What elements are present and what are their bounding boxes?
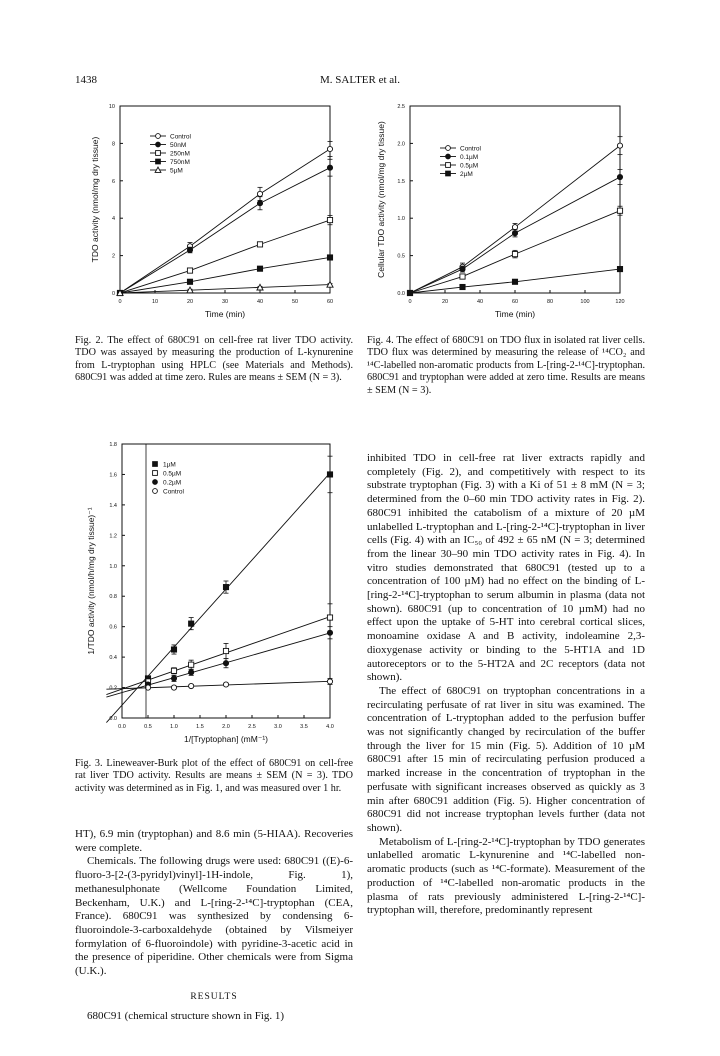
- data-point: [617, 266, 622, 271]
- series-2: [117, 215, 332, 295]
- x-tick-label: 1.0: [170, 724, 178, 730]
- y-tick-label: 1.4: [109, 502, 117, 509]
- legend-marker: [153, 480, 158, 485]
- y-tick-label: 0.4: [109, 655, 117, 662]
- fig3-caption: Fig. 3. Lineweaver-Burk plot of the effect of 680C91 on cell-free rat liver TDO activity. Results are means ± SEM (N = 3). TDO activity was determined as in Fig. 1, and was measured over 1 hr.: [75, 758, 353, 794]
- series-line: [106, 633, 330, 697]
- data-point: [327, 146, 332, 151]
- series-2: [106, 624, 332, 697]
- series-line: [120, 168, 330, 293]
- series-line: [120, 220, 330, 293]
- plot-frame: [120, 106, 330, 293]
- legend-label: 2µM: [460, 171, 473, 178]
- data-point: [617, 174, 622, 179]
- x-tick-label: 2.0: [222, 724, 230, 730]
- data-point: [223, 661, 228, 666]
- right-paragraph: inhibited TDO in cell-free rat liver extracts rapidly and completely (Fig. 2), and competitively with respect to its substrate tryptophan (Fig. 3) with a Ki of 51 ± 8 mM (N = 3; determined from the 0–60 min TDO activity rates in Fig. 2). 680C91 inhibited the catabolism of a mixture of 20 µM unlabelled L-tryptophan and L-[ring-2-¹⁴C]-tryptophan in liver cells (Fig. 4) with an IC₅₀ of 492 ± 65 nM (N = 3; determined from the linear 30–90 min TDO activity rates in Fig. 4). In vitro studies demonstrated that 680C91 (tested up to a concentration of 100 µM) had no effect on the binding of L-[ring-2-¹⁴C]-tryptophan to serum albumin in plasma (data not shown). 680C91 (up to concentration of 10 µmM) had no effect upon the uptake of 5-HT into cerebral cortical slices, monoamine oxidase A and B activity, indoleamine 2,3-dioxygenase activity or binding to the 5-HT1A and 1D autoreceptors or to the 5-HT2A and 2C receptors (data not shown).: [367, 452, 645, 684]
- data-point: [171, 668, 176, 673]
- data-point: [512, 279, 517, 284]
- data-point: [327, 615, 332, 620]
- y-tick-label: 1.8: [109, 442, 117, 448]
- data-point: [189, 662, 194, 667]
- data-point: [327, 679, 332, 684]
- legend-label: 0.1µM: [460, 154, 479, 161]
- data-point: [327, 472, 332, 477]
- y-tick-label: 0.0: [109, 716, 117, 722]
- y-tick-label: 1.5: [397, 178, 405, 185]
- series-line: [120, 149, 330, 293]
- series-line: [410, 146, 620, 293]
- x-tick-label: 30: [221, 299, 229, 305]
- data-point: [189, 621, 194, 626]
- series-0: [117, 142, 332, 296]
- data-point: [327, 630, 332, 635]
- x-tick-label: 4.0: [326, 724, 334, 730]
- legend-marker: [153, 489, 158, 494]
- x-tick-label: 0.0: [118, 724, 126, 730]
- x-tick-label: 0: [118, 299, 122, 305]
- x-tick-label: 2.5: [248, 724, 256, 730]
- x-tick-label: 50: [291, 299, 299, 305]
- y-tick-label: 1.6: [109, 472, 117, 479]
- right-column: [367, 452, 645, 918]
- data-point: [257, 266, 262, 271]
- x-tick-label: 0.5: [144, 724, 152, 730]
- x-tick-label: 60: [326, 299, 334, 305]
- data-point: [257, 191, 262, 196]
- y-tick-label: 1.2: [109, 533, 117, 540]
- data-point: [512, 225, 517, 230]
- y-tick-label: 2.0: [397, 141, 405, 148]
- y-tick-label: 1.0: [109, 563, 117, 570]
- legend-marker: [446, 146, 451, 151]
- left-column: [75, 828, 353, 1024]
- data-point: [257, 201, 262, 206]
- series-1: [106, 604, 332, 695]
- data-point: [512, 252, 517, 257]
- legend-marker: [446, 163, 451, 168]
- results-heading: RESULTS: [190, 991, 238, 1002]
- x-tick-label: 40: [256, 299, 264, 305]
- y-tick-label: 4: [111, 216, 115, 223]
- running-title: M. SALTER et al.: [320, 74, 400, 86]
- x-tick-label: 20: [441, 299, 449, 305]
- data-point: [617, 143, 622, 148]
- x-tick-label: 1.5: [196, 724, 204, 730]
- data-point: [187, 247, 192, 252]
- y-tick-label: 6: [111, 178, 115, 185]
- y-tick-label: 1.0: [397, 216, 405, 223]
- x-tick-label: 20: [186, 299, 194, 305]
- y-tick-label: 10: [108, 104, 115, 110]
- data-point: [223, 584, 228, 589]
- legend: [440, 146, 482, 179]
- x-tick-label: 3.5: [300, 724, 308, 730]
- legend-label: Control: [170, 133, 191, 141]
- y-tick-label: 2: [111, 253, 115, 260]
- legend-label: 250nM: [170, 150, 190, 158]
- data-point: [171, 676, 176, 681]
- data-point: [187, 279, 192, 284]
- legend-label: 0.2µM: [163, 479, 182, 487]
- y-tick-label: 0.6: [109, 624, 117, 631]
- legend-marker: [446, 154, 451, 159]
- y-tick-label: 0.5: [397, 253, 405, 260]
- left-paragraph: Chemicals. The following drugs were used: 680C91 ((E)-6-fluoro-3-[2-(3-pyridyl)vinyl]-1H-indole, Fig. 1), methanesulphonate (Wellcome Foundation Limited, Beckenham, U.K.) and L-[ring-2-¹⁴C]-tryptophan (CEA, France). 680C91 was synthesized by condensing 6-fluoroindole-3-carboxaldehyde (obtained by Vilsmeiyer formylation of 6-fluoroindole) with pyridine-3-acetic acid in the presence of piperidine. Other chemicals were from Sigma (U.K.).: [75, 855, 353, 978]
- legend-marker: [156, 151, 161, 156]
- left-paragraph: HT), 6.9 min (tryptophan) and 8.6 min (5-HIAA). Recoveries were complete.: [75, 828, 353, 854]
- fig2-caption: Fig. 2. The effect of 680C91 on cell-free rat liver TDO activity. TDO was assayed by measuring the production of L-kynurenine from L-tryptophan using HPLC (see Materials and Methods). 680C91 was added at time zero. Rules are means ± SEM (N = 3).: [75, 335, 353, 384]
- y-axis-label: Cellular TDO activity (nmol/mg dry tissue): [376, 121, 386, 278]
- legend-label: Control: [460, 145, 481, 153]
- data-point: [171, 647, 176, 652]
- series-line: [120, 257, 330, 293]
- data-point: [327, 165, 332, 170]
- legend-label: 0.5µM: [460, 162, 479, 170]
- x-tick-label: 0: [408, 299, 412, 305]
- page-number: 1438: [75, 74, 97, 86]
- legend-label: 5µM: [170, 167, 183, 175]
- y-tick-label: 0.0: [397, 291, 405, 297]
- data-point: [171, 685, 176, 690]
- fig4-caption: Fig. 4. The effect of 680C91 on TDO flux in isolated rat liver cells. TDO flux was determined by measuring the release of ¹⁴CO₂ and ¹⁴C-labelled non-aromatic products from L-[ring-2-¹⁴C]-tryptophan. 680C91 and tryptophan were added at zero time. Results are means ± SEM (N = 3).: [367, 335, 645, 396]
- legend-label: Control: [163, 488, 184, 496]
- y-axis-label: TDO activity (nmol/mg dry tissue): [90, 136, 100, 263]
- data-point: [327, 217, 332, 222]
- x-axis-label: Time (min): [494, 309, 536, 319]
- x-tick-label: 10: [151, 299, 159, 305]
- right-paragraph: Metabolism of L-[ring-2-¹⁴C]-tryptophan by TDO generates unlabelled aromatic L-kynurenine and ¹⁴C-labelled non-aromatic products (such as ¹⁴C-formate). Measurement of the production of ¹⁴C-labelled non-aromatic products in the plasma of rats previously administered L-[ring-2-¹⁴C]-tryptophan will, therefore, predominantly represent: [367, 835, 645, 917]
- fig4-chart: [370, 98, 640, 330]
- legend-marker: [156, 142, 161, 147]
- x-tick-label: 100: [580, 299, 590, 305]
- data-point: [460, 274, 465, 279]
- right-paragraph: The effect of 680C91 on tryptophan concentrations in a recirculating perfusate of rat liver in situ was examined. The concentration of L-tryptophan added to the perfusion buffer was not significantly changed by recirculation of the buffer through the liver for 15 min (Fig. 5). Addition of 10 µM 680C91 after 15 min of recirculating perfusion produced a marked increase in the concentration of tryptophan in the perfusate with significant increases observed as quickly as 3 min after 680C91 addition (Fig. 5). Higher concentration of 680C91 did not increase tryptophan levels further (data not shown).: [367, 684, 645, 834]
- x-tick-label: 40: [476, 299, 484, 305]
- x-axis-label: Time (min): [204, 309, 246, 319]
- y-tick-label: 0.2: [109, 685, 117, 692]
- data-point: [617, 208, 622, 213]
- legend-label: 50nM: [170, 142, 187, 149]
- series-1: [407, 170, 622, 296]
- data-point: [407, 290, 412, 295]
- data-point: [189, 670, 194, 675]
- x-tick-label: 120: [615, 299, 625, 305]
- legend-marker: [156, 134, 161, 139]
- data-point: [257, 242, 262, 247]
- fig3-chart: [80, 440, 352, 750]
- data-point: [223, 682, 228, 687]
- y-tick-label: 0.8: [109, 594, 117, 601]
- y-tick-label: 0: [111, 291, 115, 297]
- legend: [153, 462, 185, 496]
- data-point: [460, 266, 465, 271]
- data-point: [460, 284, 465, 289]
- y-tick-label: 8: [111, 141, 115, 148]
- legend-marker: [153, 462, 158, 467]
- results-text: 680C91 (chemical structure shown in Fig. 1): [87, 1010, 285, 1023]
- legend-label: 1µM: [163, 461, 176, 469]
- x-tick-label: 80: [546, 299, 554, 305]
- legend-marker: [446, 171, 451, 176]
- y-tick-label: 2.5: [397, 104, 405, 110]
- legend-marker: [153, 471, 158, 476]
- data-point: [512, 231, 517, 236]
- fig2-chart: [80, 98, 350, 330]
- legend: [150, 134, 192, 175]
- legend-marker: [156, 159, 161, 164]
- legend-label: 750nM: [170, 159, 190, 166]
- data-point: [189, 683, 194, 688]
- plot-frame: [410, 106, 620, 293]
- x-axis-label: 1/[Tryptophan] (mM⁻¹): [184, 734, 268, 744]
- data-point: [187, 268, 192, 273]
- data-point: [327, 255, 332, 260]
- series-0: [407, 137, 622, 296]
- x-tick-label: 3.0: [274, 724, 282, 730]
- data-point: [223, 648, 228, 653]
- legend-label: 0.5µM: [163, 470, 182, 478]
- y-axis-label: 1/TDO activity (nmol/h/mg dry tissue)⁻¹: [86, 507, 96, 655]
- x-tick-label: 60: [511, 299, 519, 305]
